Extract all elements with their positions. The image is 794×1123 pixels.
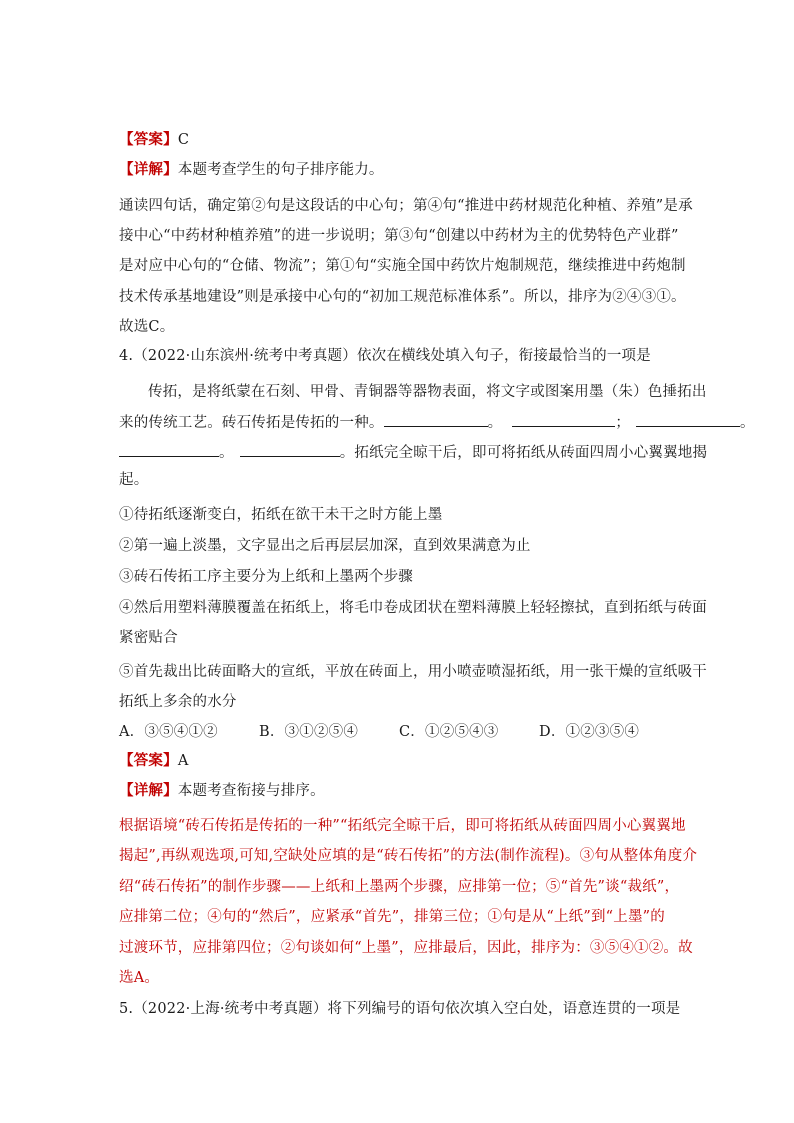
option-c[interactable]: C．①②⑤④③ xyxy=(399,724,499,740)
q4-passage-line: 传拓，是将纸蒙在石刻、甲骨、青铜器等器物表面，将文字或图案用墨（朱）色捶拓出 xyxy=(148,384,707,400)
q4-detail-label: 【详解】 xyxy=(119,782,178,799)
q4-detail-line xyxy=(119,781,325,801)
q3-detail-text: 通读四句话，确定第②句是这段话的中心句；第④句“推进中药材规范化种植、养殖”是承 xyxy=(119,198,693,214)
q3-detail-text: 技术传承基地建设”则是承接中心句的“初加工规范标准体系”。所以，排序为②④③①。 xyxy=(119,289,686,305)
q4-passage-line xyxy=(119,412,755,433)
q4-sentence-item: ⑤首先裁出比砖面略大的宣纸，平放在砖面上，用小喷壶喷湿拓纸，用一张干燥的宣纸吸干 xyxy=(119,664,707,680)
q3-detail-text: 接中心“中药材种植养殖”的进一步说明；第③句“创建以中药材为主的优势特色产业群” xyxy=(119,228,679,244)
q4-stem: 4.（2022·山东滨州·统考中考真题）依次在横线处填入句子，衔接最恰当的一项是 xyxy=(119,348,651,364)
q4-detail-text: 选A。 xyxy=(119,970,160,986)
q4-answer-line xyxy=(119,751,188,771)
q4-sentence-item: 紧密贴合 xyxy=(119,630,178,646)
punct: 。 xyxy=(487,415,503,431)
q4-detail-text: 揭起”,再纵观选项,可知,空缺处应填的是“砖石传拓”的方法(制作流程)。③句从整体角度介 xyxy=(119,848,698,864)
q4-sentence-item: ④然后用塑料薄膜覆盖在拓纸上，将毛巾卷成团状在塑料薄膜上轻轻擦拭，直到拓纸与砖面 xyxy=(119,600,707,616)
q3-detail-line xyxy=(119,160,384,180)
q4-detail-text: 根据语境“砖石传拓是传拓的一种”“拓纸完全晾干后，即可将拓纸从砖面四周小心翼翼地 xyxy=(119,818,686,834)
q4-passage-text: 来的传统工艺。砖石传拓是传拓的一种。 xyxy=(119,415,384,431)
q4-detail-text: 绍“砖石传拓”的制作步骤——上纸和上墨两个步骤，应排第一位；⑤“首先”谈“裁纸”， xyxy=(119,879,680,895)
q4-passage-tail: 。拓纸完全晾干后，即可将拓纸从砖面四周小心翼翼地揭 xyxy=(339,445,708,461)
q4-answer-label: 【答案】 xyxy=(119,752,178,769)
q4-detail-text: 过渡环节，应排第四位；②句谈如何“上墨”，应排最后，因此，排序为：③⑤④①②。故 xyxy=(119,940,693,956)
q4-answer-value: A xyxy=(177,753,189,769)
q4-options xyxy=(119,722,639,742)
q3-answer-value: C xyxy=(177,132,190,148)
fill-blank-2[interactable] xyxy=(512,412,615,427)
q3-detail-label: 【详解】 xyxy=(119,161,178,178)
q4-sentence-item: ②第一遍上淡墨，文字显出之后再层层加深，直到效果满意为止 xyxy=(119,538,531,554)
option-a[interactable]: A．③⑤④①② xyxy=(119,724,218,740)
q4-passage-line: 起。 xyxy=(119,472,149,488)
fill-blank-5[interactable] xyxy=(240,442,340,457)
q5-stem: 5.（2022·上海·统考中考真题）将下列编号的语句依次填入空白处，语意连贯的一项是 xyxy=(119,1001,681,1017)
punct: 。 xyxy=(219,445,234,461)
q4-detail-intro: 本题考查衔接与排序。 xyxy=(177,783,325,799)
q4-sentence-item: 拓纸上多余的水分 xyxy=(119,694,237,710)
q3-answer-line xyxy=(119,130,189,150)
fill-blank-1[interactable] xyxy=(384,412,488,427)
q4-passage-line xyxy=(119,442,707,463)
fill-blank-4[interactable] xyxy=(119,442,219,457)
q4-detail-text: 应排第二位；④句的“然后”，应紧承“首先”，排第三位；①句是从“上纸”到“上墨”的 xyxy=(119,909,665,925)
option-d[interactable]: D．①②③⑤④ xyxy=(539,724,640,740)
option-b[interactable]: B．③①②⑤④ xyxy=(259,724,359,740)
punct: 。 xyxy=(740,415,755,431)
q3-answer-label: 【答案】 xyxy=(119,131,178,148)
q4-sentence-item: ①待拓纸逐渐变白，拓纸在欲干未干之时方能上墨 xyxy=(119,507,443,523)
punct: ； xyxy=(615,415,631,431)
fill-blank-3[interactable] xyxy=(636,412,740,427)
q4-sentence-item: ③砖石传拓工序主要分为上纸和上墨两个步骤 xyxy=(119,569,413,585)
q3-detail-intro: 本题考查学生的句子排序能力。 xyxy=(177,162,384,178)
q3-detail-text: 是对应中心句的“仓储、物流”；第①句“实施全国中药饮片炮制规范，继续推进中药炮制 xyxy=(119,258,686,274)
q3-detail-text: 故选C。 xyxy=(119,319,175,335)
